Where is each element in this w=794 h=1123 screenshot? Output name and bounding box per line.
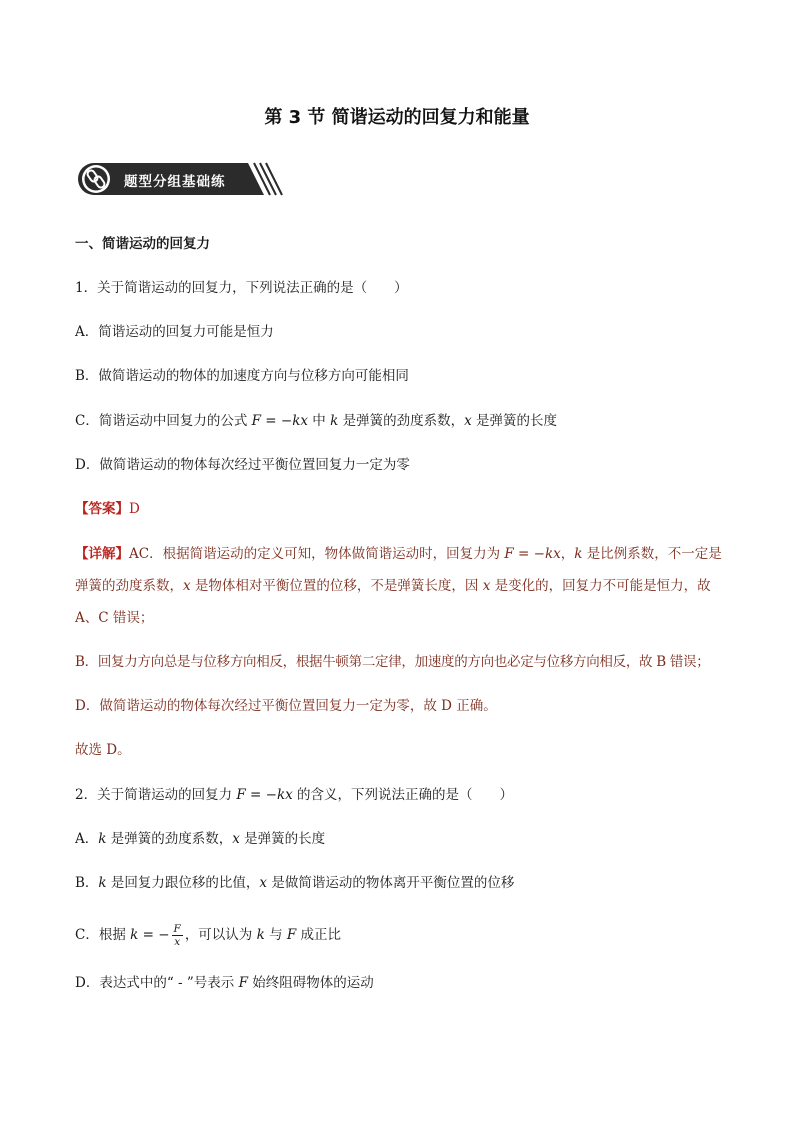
section-heading: 一、简谐运动的回复力 [75,236,210,252]
answer-value: D [129,501,140,517]
q2-option-b: B．k 是回复力跟位移的比值，x 是做简谐运动的物体离开平衡位置的位移 [75,875,515,891]
q1-option-b: B．做简谐运动的物体的加速度方向与位移方向可能相同 [75,368,409,384]
detail-line-5: D．做简谐运动的物体每次经过平衡位置回复力一定为零，故 D 正确。 [75,698,497,714]
detail-line-3: A、C 错误； [75,610,154,626]
question-2-stem: 2．关于简谐运动的回复力 F = −kx 的含义，下列说法正确的是（ ） [75,787,514,803]
q2-option-a: A．k 是弹簧的劲度系数，x 是弹簧的长度 [75,831,326,847]
detail-line-2: 弹簧的劲度系数，x 是物体相对平衡位置的位移，不是弹簧长度，因 x 是变化的，回复力不可能是恒力，故 [75,578,711,594]
detail-line-4: B．回复力方向总是与位移方向相反，根据牛顿第二定律，加速度的方向也必定与位移方向相反，故 B 错误； [75,654,710,670]
section-banner [76,160,284,198]
q2-option-c: C．根据 k = − $\frac{F}{x}$ ，可以认为 k 与 F 成正比 [75,923,342,948]
conclusion-line: 故选 D。 [75,742,131,758]
detail-label: 【详解】 [75,546,129,562]
q1-option-d: D．做简谐运动的物体每次经过平衡位置回复力一定为零 [75,457,410,473]
fraction: $\frac{F}{x}$ [173,923,181,948]
banner-label: 题型分组基础练 [124,174,226,190]
q1-option-c: C．简谐运动中回复力的公式 F = −kx 中 k 是弹簧的劲度系数，x 是弹簧的长度 [75,413,558,429]
q1-option-a: A．简谐运动的回复力可能是恒力 [75,324,274,340]
answer-label: 【答案】 [75,501,129,517]
q2-option-d: D．表达式中的“ - ”号表示 F 始终阻碍物体的运动 [75,975,374,991]
page-title: 第 3 节 简谐运动的回复力和能量 [264,107,530,128]
question-1-stem: 1．关于简谐运动的回复力，下列说法正确的是（ ） [75,280,408,296]
answer-line [75,499,140,519]
detail-line-1: 【详解】AC．根据简谐运动的定义可知，物体做简谐运动时，回复力为 F = −kx，k 是比例系数，不一定是 [75,546,722,562]
formula: F = −kx [251,413,309,429]
